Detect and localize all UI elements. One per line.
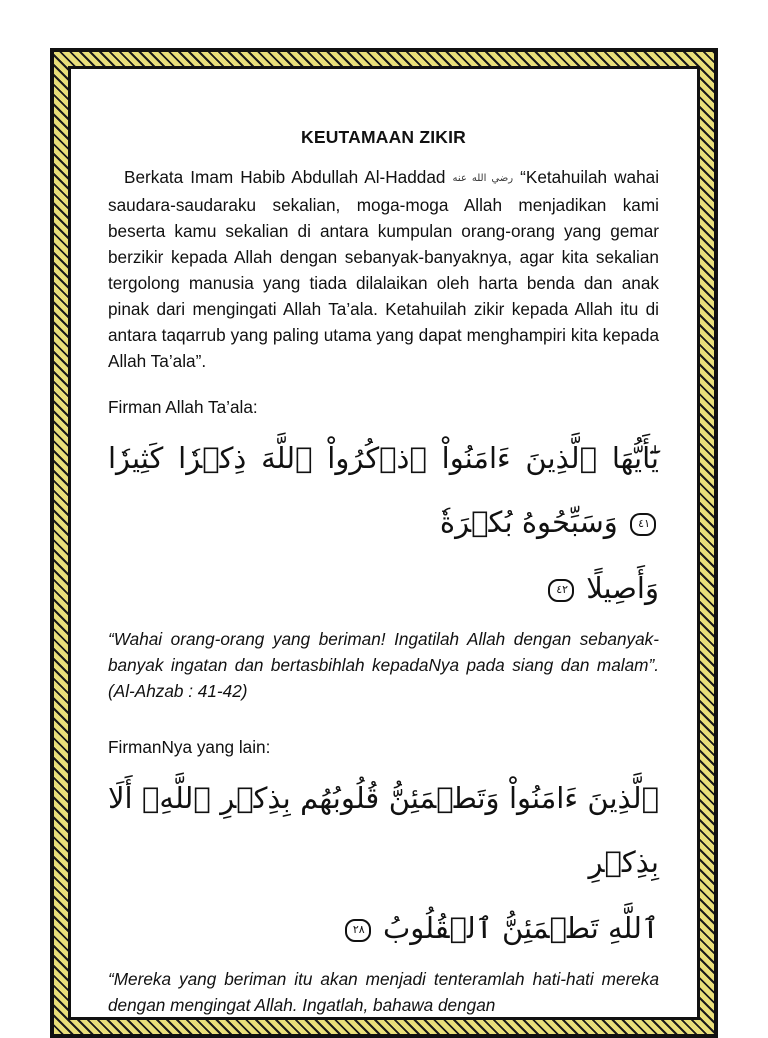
decorative-border (50, 48, 718, 1038)
verse2-arabic-text-a: ٱلَّذِينَ ءَامَنُواْ وَتَطۡمَئِنُّ قُلُوبُهُم بِذِكۡرِ ٱللَّهِۗ أَلَا بِذِكۡرِ (108, 781, 659, 879)
ayah-number-marker: ٤٢ (548, 579, 574, 602)
ayah-number-marker: ٢٨ (345, 919, 371, 942)
verse1-translation: “Wahai orang-orang yang beriman! Ingatilah Allah dengan sebanyak-banyak ingatan dan bertasbihlah kepadaNya pada siang dan malam”. (Al-Ahzab : 41-42) (108, 629, 659, 701)
ayah-number-marker: ٤١ (630, 513, 656, 536)
verse1-arabic-text-a: يَٰٓأَيُّهَا ٱلَّذِينَ ءَامَنُواْ ٱذۡكُرُواْ ٱللَّهَ ذِكۡرٗا كَثِيرٗا (108, 441, 659, 475)
verse1-arabic-text-b: وَسَبِّحُوهُ بُكۡرَةٗ (439, 505, 618, 539)
verse1-arabic-text-c: وَأَصِيلًا (586, 571, 659, 605)
spacer (108, 704, 659, 714)
verse2-arabic-line2 (108, 896, 659, 960)
verse2-translation: “Mereka yang beriman itu akan menjadi tenteramlah hati-hati mereka dengan mengingat Allah. Ingatlah, bahawa dengan (108, 969, 659, 1015)
verse2-arabic-line1 (108, 766, 659, 894)
verse1-arabic-line1 (108, 426, 659, 554)
document-content (108, 124, 659, 1018)
page (71, 69, 697, 1017)
inner-border (68, 66, 700, 1020)
page-title: KEUTAMAAN ZIKIR (300, 127, 467, 147)
intro-text-quote: “Ketahuilah wahai saudara-saudaraku sekalian, moga-moga Allah menjadikan kami beserta kamu sekalian di antara kumpulan orang-orang yang gemar berzikir kepada Allah dengan sebanyak-banyaknya, agar kita sekalian tergolong manusia yang tiada dilalaikan oleh harta benda dan anak pinak dari mengingati Allah Ta’ala. Ketahuilah zikir kepada Allah itu di antara taqarrub yang paling utama yang dapat menghampiri kita kepada Allah Ta’ala”. (108, 167, 660, 371)
verse2-label: FirmanNya yang lain: (108, 737, 271, 757)
verse1-label: Firman Allah Ta’ala: (108, 397, 258, 417)
honorific-symbol: رضي الله عنه (452, 173, 514, 184)
intro-text-start: Berkata Imam Habib Abdullah Al-Haddad (124, 167, 446, 187)
verse1-arabic-line2 (108, 556, 659, 620)
intro-paragraph (108, 164, 659, 374)
verse2-arabic-text-b: ٱللَّهِ تَطۡمَئِنُّ ٱلۡقُلُوبُ (382, 911, 659, 945)
